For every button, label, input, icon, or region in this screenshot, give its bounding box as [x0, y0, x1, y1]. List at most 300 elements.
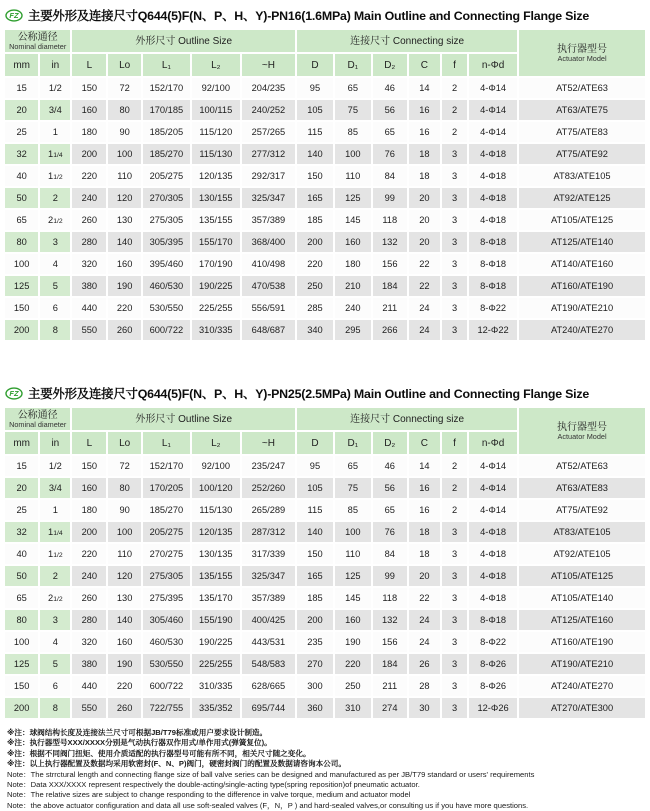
cell-dimension: 360 — [296, 697, 334, 719]
cell-in: 2 — [39, 187, 71, 209]
table-row — [4, 499, 646, 521]
cell-actuator-model: AT190/ATE210 — [518, 297, 646, 319]
cell-dimension: 152/170 — [142, 455, 191, 477]
column-header-in: in — [39, 53, 71, 77]
cell-dimension: 72 — [107, 77, 142, 99]
cell-dimension: 185/205 — [142, 121, 191, 143]
cell-dimension: 95 — [296, 455, 334, 477]
cell-dimension: 317/339 — [241, 543, 296, 565]
cell-dimension: 150 — [71, 77, 107, 99]
cell-dimension: 211 — [372, 297, 408, 319]
cell-in: 3 — [39, 609, 71, 631]
cell-dimension: 357/389 — [241, 587, 296, 609]
cell-actuator-model: AT75/ATE92 — [518, 143, 646, 165]
column-header-h: ~H — [241, 53, 296, 77]
cell-dimension: 225/255 — [191, 653, 241, 675]
table-row — [4, 143, 646, 165]
cell-dimension: 275/305 — [142, 209, 191, 231]
cell-dimension: 185 — [296, 587, 334, 609]
cell-dimension: 140 — [296, 143, 334, 165]
cell-dimension: 80 — [107, 99, 142, 121]
cell-actuator-model: AT75/ATE92 — [518, 499, 646, 521]
cell-dimension: 14 — [408, 77, 441, 99]
cell-dimension: 160 — [334, 231, 372, 253]
cell-dimension: 65 — [372, 499, 408, 521]
cell-dimension: 100/120 — [191, 477, 241, 499]
cell-dimension: 120 — [107, 187, 142, 209]
pn25-section — [3, 384, 647, 720]
note-line-cn: ※注：球阀结构长度及连接法兰尺寸可根据JB/T79标准或用户要求设计制造。 — [7, 728, 268, 737]
cell-dimension: 648/687 — [241, 319, 296, 341]
cell-dimension: 205/275 — [142, 165, 191, 187]
cell-dimension: 180 — [71, 499, 107, 521]
cell-dimension: 220 — [107, 297, 142, 319]
cell-actuator-model: AT125/ATE140 — [518, 231, 646, 253]
cell-dimension: 4-Φ14 — [468, 499, 518, 521]
note-line-cn: ※注：以上执行器配置及数据均采用软密封(F、N、P)阀门，硬密封阀门的配置及数据请咨询本公司。 — [7, 759, 346, 769]
cell-mm: 25 — [4, 499, 39, 521]
cell-dimension: 22 — [408, 587, 441, 609]
cell-dimension: 225/255 — [191, 297, 241, 319]
column-header-in: in — [39, 431, 71, 455]
cell-dimension: 46 — [372, 455, 408, 477]
cell-actuator-model: AT63/ATE83 — [518, 477, 646, 499]
cell-mm: 15 — [4, 77, 39, 99]
table-row — [4, 77, 646, 99]
cell-in: 3 — [39, 231, 71, 253]
cell-dimension: 310/335 — [191, 319, 241, 341]
table-row — [4, 455, 646, 477]
cell-actuator-model: AT140/ATE160 — [518, 253, 646, 275]
table-row — [4, 275, 646, 297]
pn16-dimension-table — [3, 28, 647, 342]
cell-actuator-model: AT190/ATE210 — [518, 653, 646, 675]
cell-dimension: 26 — [408, 653, 441, 675]
cell-dimension: 56 — [372, 99, 408, 121]
cell-dimension: 18 — [408, 521, 441, 543]
group-header: 连接尺寸 Connecting size — [296, 407, 518, 431]
cell-dimension: 380 — [71, 653, 107, 675]
group-header: 执行器型号 Actuator Model — [518, 407, 646, 455]
cell-dimension: 120/135 — [191, 521, 241, 543]
cell-dimension: 600/722 — [142, 319, 191, 341]
cell-dimension: 3 — [441, 543, 468, 565]
cell-dimension: 180 — [71, 121, 107, 143]
cell-actuator-model: AT83/ATE105 — [518, 521, 646, 543]
column-header-d: D₁ — [334, 431, 372, 455]
cell-mm: 15 — [4, 455, 39, 477]
cell-dimension: 3 — [441, 653, 468, 675]
cell-actuator-model: AT105/ATE125 — [518, 209, 646, 231]
cell-dimension: 92/100 — [191, 455, 241, 477]
table-row — [4, 231, 646, 253]
cell-mm: 40 — [4, 543, 39, 565]
cell-dimension: 185/270 — [142, 143, 191, 165]
cell-actuator-model: AT240/ATE270 — [518, 675, 646, 697]
cell-in: 21/2 — [39, 209, 71, 231]
cell-dimension: 85 — [334, 121, 372, 143]
cell-in: 11/2 — [39, 165, 71, 187]
table-row — [4, 521, 646, 543]
column-header-l: L — [71, 431, 107, 455]
column-header-nd: n-Φd — [468, 53, 518, 77]
table-row — [4, 253, 646, 275]
cell-dimension: 12-Φ22 — [468, 319, 518, 341]
cell-dimension: 4-Φ18 — [468, 565, 518, 587]
cell-dimension: 165 — [296, 187, 334, 209]
cell-dimension: 257/265 — [241, 121, 296, 143]
pn16-title-row — [3, 6, 647, 24]
cell-dimension: 265/289 — [241, 499, 296, 521]
cell-dimension: 115/130 — [191, 143, 241, 165]
table-row — [4, 187, 646, 209]
cell-dimension: 16 — [408, 499, 441, 521]
cell-in: 11/4 — [39, 143, 71, 165]
cell-dimension: 160 — [71, 99, 107, 121]
cell-dimension: 4-Φ14 — [468, 99, 518, 121]
cell-dimension: 20 — [408, 231, 441, 253]
cell-dimension: 125 — [334, 187, 372, 209]
cell-dimension: 8-Φ22 — [468, 297, 518, 319]
column-header-d: D₂ — [372, 431, 408, 455]
cell-dimension: 90 — [107, 499, 142, 521]
cell-dimension: 266 — [372, 319, 408, 341]
cell-dimension: 530/550 — [142, 297, 191, 319]
cell-dimension: 3 — [441, 697, 468, 719]
cell-dimension: 132 — [372, 231, 408, 253]
cell-dimension: 14 — [408, 455, 441, 477]
cell-dimension: 150 — [71, 455, 107, 477]
cell-dimension: 4-Φ18 — [468, 143, 518, 165]
cell-mm: 150 — [4, 297, 39, 319]
cell-dimension: 100 — [334, 143, 372, 165]
cell-mm: 100 — [4, 631, 39, 653]
cell-dimension: 305/395 — [142, 231, 191, 253]
group-header: 外形尺寸 Outline Size — [71, 407, 296, 431]
cell-dimension: 220 — [334, 653, 372, 675]
cell-dimension: 287/312 — [241, 521, 296, 543]
table-row — [4, 587, 646, 609]
cell-in: 6 — [39, 297, 71, 319]
cell-dimension: 550 — [71, 319, 107, 341]
cell-dimension: 100 — [107, 143, 142, 165]
cell-mm: 32 — [4, 143, 39, 165]
cell-dimension: 2 — [441, 121, 468, 143]
cell-dimension: 2 — [441, 77, 468, 99]
cell-dimension: 325/347 — [241, 187, 296, 209]
cell-dimension: 18 — [408, 165, 441, 187]
cell-dimension: 184 — [372, 653, 408, 675]
cell-in: 1/2 — [39, 77, 71, 99]
cell-dimension: 132 — [372, 609, 408, 631]
cell-dimension: 16 — [408, 477, 441, 499]
cell-mm: 25 — [4, 121, 39, 143]
cell-actuator-model: AT75/ATE83 — [518, 121, 646, 143]
cell-mm: 80 — [4, 231, 39, 253]
cell-dimension: 220 — [107, 675, 142, 697]
cell-dimension: 200 — [71, 143, 107, 165]
cell-in: 6 — [39, 675, 71, 697]
note-line-en: Note：The relative sizes are subject to change responding to the difference in valve torque, medium and actuator model — [7, 790, 411, 800]
table-row — [4, 477, 646, 499]
cell-dimension: 300 — [296, 675, 334, 697]
cell-dimension: 3 — [441, 631, 468, 653]
column-header-d: D — [296, 431, 334, 455]
cell-dimension: 325/347 — [241, 565, 296, 587]
cell-dimension: 84 — [372, 165, 408, 187]
cell-dimension: 135/155 — [191, 565, 241, 587]
cell-dimension: 160 — [71, 477, 107, 499]
cell-dimension: 235 — [296, 631, 334, 653]
cell-dimension: 556/591 — [241, 297, 296, 319]
cell-in: 21/2 — [39, 587, 71, 609]
cell-dimension: 3 — [441, 609, 468, 631]
cell-dimension: 285 — [296, 297, 334, 319]
cell-dimension: 310 — [334, 697, 372, 719]
table-row — [4, 609, 646, 631]
cell-in: 8 — [39, 697, 71, 719]
cell-dimension: 160 — [107, 631, 142, 653]
cell-dimension: 130/135 — [191, 543, 241, 565]
table-row — [4, 565, 646, 587]
cell-in: 4 — [39, 253, 71, 275]
column-header-f: f — [441, 431, 468, 455]
cell-actuator-model: AT92/ATE105 — [518, 543, 646, 565]
cell-dimension: 145 — [334, 209, 372, 231]
column-header-c: C — [408, 431, 441, 455]
cell-dimension: 240 — [71, 565, 107, 587]
cell-in: 5 — [39, 653, 71, 675]
cell-dimension: 4-Φ14 — [468, 77, 518, 99]
note-line-en: Note：The strrctural length and connecting flange size of ball valve series can be designed and manufactured as per JB/T79 standard or users' requirements — [7, 769, 535, 779]
cell-mm: 20 — [4, 477, 39, 499]
cell-actuator-model: AT52/ATE63 — [518, 77, 646, 99]
cell-dimension: 105 — [296, 477, 334, 499]
cell-dimension: 90 — [107, 121, 142, 143]
table-row — [4, 319, 646, 341]
cell-dimension: 118 — [372, 587, 408, 609]
column-header-f: f — [441, 53, 468, 77]
cell-dimension: 530/550 — [142, 653, 191, 675]
cell-dimension: 155/190 — [191, 609, 241, 631]
brand-logo-icon — [5, 9, 23, 22]
cell-dimension: 250 — [296, 275, 334, 297]
cell-dimension: 380 — [71, 275, 107, 297]
cell-dimension: 211 — [372, 675, 408, 697]
cell-actuator-model: AT160/ATE190 — [518, 631, 646, 653]
cell-dimension: 274 — [372, 697, 408, 719]
cell-in: 3/4 — [39, 99, 71, 121]
pn25-dimension-table — [3, 406, 647, 720]
cell-dimension: 4-Φ18 — [468, 521, 518, 543]
cell-in: 1 — [39, 121, 71, 143]
cell-dimension: 190/225 — [191, 275, 241, 297]
table-row — [4, 297, 646, 319]
cell-dimension: 16 — [408, 99, 441, 121]
cell-dimension: 280 — [71, 231, 107, 253]
column-header-l: L₁ — [142, 53, 191, 77]
cell-dimension: 3 — [441, 675, 468, 697]
table-row — [4, 121, 646, 143]
cell-dimension: 145 — [334, 587, 372, 609]
cell-dimension: 368/400 — [241, 231, 296, 253]
cell-dimension: 310/335 — [191, 675, 241, 697]
note-line-en: Note：the above actuator configuration and data all use soft-sealed valves (F，N，P ) and hard-sealed valves,or consulting us if you have more questions. — [7, 800, 529, 810]
column-header-c: C — [408, 53, 441, 77]
pn16-section — [3, 6, 647, 342]
table-row — [4, 653, 646, 675]
cell-dimension: 84 — [372, 543, 408, 565]
cell-dimension: 80 — [107, 477, 142, 499]
cell-dimension: 4-Φ18 — [468, 165, 518, 187]
cell-dimension: 3 — [441, 275, 468, 297]
column-header-d: D₂ — [372, 53, 408, 77]
cell-dimension: 200 — [71, 521, 107, 543]
cell-dimension: 395/460 — [142, 253, 191, 275]
group-header: 连接尺寸 Connecting size — [296, 29, 518, 53]
cell-dimension: 252/260 — [241, 477, 296, 499]
cell-dimension: 280 — [71, 609, 107, 631]
column-header-l: L₁ — [142, 431, 191, 455]
cell-dimension: 100 — [334, 521, 372, 543]
footnotes — [3, 728, 647, 811]
cell-dimension: 695/744 — [241, 697, 296, 719]
cell-dimension: 118 — [372, 209, 408, 231]
cell-dimension: 292/317 — [241, 165, 296, 187]
cell-dimension: 460/530 — [142, 275, 191, 297]
note-line-cn: ※注：根据不同阀门扭矩、使用介质适配的执行器型号可能有所不同，相关尺寸随之变化。 — [7, 748, 311, 758]
cell-mm: 200 — [4, 697, 39, 719]
cell-actuator-model: AT105/ATE125 — [518, 565, 646, 587]
cell-dimension: 320 — [71, 253, 107, 275]
cell-mm: 20 — [4, 99, 39, 121]
pn25-table-title: 主要外形及连接尺寸Q644(5)F(N、P、H、Y)-PN25(2.5MPa) Main Outline and Connecting Flange Size — [28, 387, 590, 401]
cell-dimension: 3 — [441, 187, 468, 209]
note-line-cn: ※注：执行器型号XXX/XXXX分别是气动执行器双作用式/单作用式(弹簧复位)。 — [7, 738, 272, 748]
cell-dimension: 204/235 — [241, 77, 296, 99]
cell-dimension: 3 — [441, 297, 468, 319]
cell-dimension: 140 — [107, 231, 142, 253]
cell-dimension: 8-Φ18 — [468, 231, 518, 253]
cell-mm: 32 — [4, 521, 39, 543]
cell-dimension: 99 — [372, 565, 408, 587]
cell-dimension: 46 — [372, 77, 408, 99]
cell-dimension: 99 — [372, 187, 408, 209]
column-header-h: ~H — [241, 431, 296, 455]
cell-dimension: 4-Φ14 — [468, 121, 518, 143]
column-header-l: L — [71, 53, 107, 77]
cell-dimension: 115/120 — [191, 121, 241, 143]
cell-dimension: 2 — [441, 499, 468, 521]
cell-dimension: 65 — [334, 455, 372, 477]
cell-dimension: 100/115 — [191, 99, 241, 121]
cell-in: 2 — [39, 565, 71, 587]
cell-dimension: 3 — [441, 143, 468, 165]
cell-dimension: 22 — [408, 275, 441, 297]
cell-dimension: 3 — [441, 319, 468, 341]
cell-dimension: 4-Φ18 — [468, 209, 518, 231]
cell-dimension: 277/312 — [241, 143, 296, 165]
column-header-mm: mm — [4, 431, 39, 455]
table-row — [4, 543, 646, 565]
cell-mm: 40 — [4, 165, 39, 187]
cell-dimension: 76 — [372, 143, 408, 165]
pn25-title-row — [3, 384, 647, 402]
cell-dimension: 260 — [107, 697, 142, 719]
cell-dimension: 65 — [334, 77, 372, 99]
cell-dimension: 410/498 — [241, 253, 296, 275]
cell-actuator-model: AT240/ATE270 — [518, 319, 646, 341]
cell-dimension: 120 — [107, 565, 142, 587]
column-header-mm: mm — [4, 53, 39, 77]
cell-actuator-model: AT52/ATE63 — [518, 455, 646, 477]
cell-dimension: 8-Φ18 — [468, 275, 518, 297]
cell-dimension: 155/170 — [191, 231, 241, 253]
cell-dimension: 140 — [296, 521, 334, 543]
cell-dimension: 152/170 — [142, 77, 191, 99]
cell-dimension: 28 — [408, 675, 441, 697]
cell-dimension: 3 — [441, 253, 468, 275]
cell-dimension: 185 — [296, 209, 334, 231]
cell-dimension: 24 — [408, 319, 441, 341]
cell-dimension: 628/665 — [241, 675, 296, 697]
cell-dimension: 120/135 — [191, 165, 241, 187]
cell-dimension: 12-Φ26 — [468, 697, 518, 719]
group-header: 外形尺寸 Outline Size — [71, 29, 296, 53]
cell-dimension: 130 — [107, 209, 142, 231]
cell-dimension: 220 — [71, 543, 107, 565]
cell-dimension: 156 — [372, 631, 408, 653]
cell-mm: 100 — [4, 253, 39, 275]
cell-dimension: 440 — [71, 297, 107, 319]
cell-dimension: 600/722 — [142, 675, 191, 697]
table-row — [4, 209, 646, 231]
cell-dimension: 156 — [372, 253, 408, 275]
cell-dimension: 295 — [334, 319, 372, 341]
cell-dimension: 110 — [107, 165, 142, 187]
table-row — [4, 165, 646, 187]
column-header-d: D — [296, 53, 334, 77]
cell-dimension: 275/395 — [142, 587, 191, 609]
cell-dimension: 275/305 — [142, 565, 191, 587]
cell-dimension: 8-Φ18 — [468, 253, 518, 275]
cell-dimension: 76 — [372, 521, 408, 543]
cell-dimension: 240/252 — [241, 99, 296, 121]
cell-dimension: 170/205 — [142, 477, 191, 499]
column-header-nd: n-Φd — [468, 431, 518, 455]
column-header-l: L₂ — [191, 53, 241, 77]
cell-dimension: 190/225 — [191, 631, 241, 653]
cell-dimension: 400/425 — [241, 609, 296, 631]
cell-actuator-model: AT160/ATE190 — [518, 275, 646, 297]
cell-dimension: 270/275 — [142, 543, 191, 565]
cell-dimension: 190 — [107, 653, 142, 675]
cell-dimension: 260 — [71, 587, 107, 609]
cell-actuator-model: AT270/ATE300 — [518, 697, 646, 719]
cell-dimension: 4-Φ14 — [468, 455, 518, 477]
cell-dimension: 460/530 — [142, 631, 191, 653]
cell-dimension: 270/305 — [142, 187, 191, 209]
cell-mm: 80 — [4, 609, 39, 631]
cell-in: 1/2 — [39, 455, 71, 477]
cell-dimension: 125 — [334, 565, 372, 587]
cell-dimension: 470/538 — [241, 275, 296, 297]
cell-dimension: 260 — [71, 209, 107, 231]
cell-dimension: 3 — [441, 165, 468, 187]
cell-in: 4 — [39, 631, 71, 653]
brand-logo-icon — [5, 387, 23, 400]
cell-dimension: 16 — [408, 121, 441, 143]
